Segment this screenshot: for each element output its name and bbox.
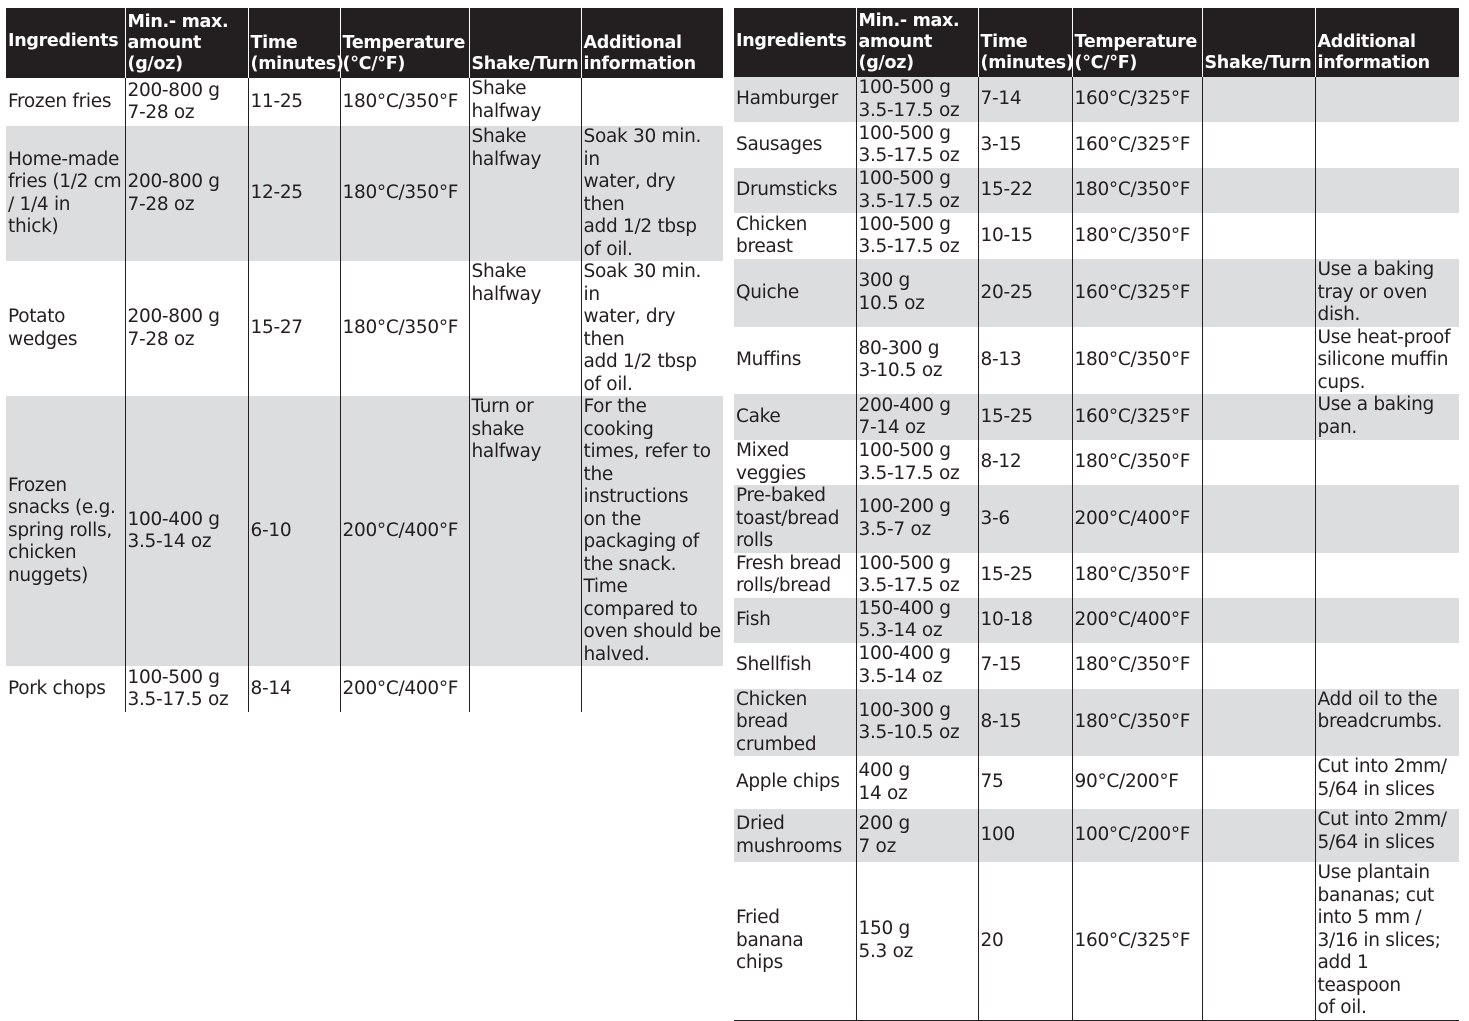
- cell-ingredient: Muffins: [736, 349, 802, 370]
- table-row: [734, 213, 1459, 259]
- cell-additional-info: [1315, 553, 1459, 598]
- cell-additional-info: For the cooking times, refer to the instructions on the packaging of the snack. Time compared to oven should be halved.: [581, 396, 723, 666]
- table-row: [734, 77, 1459, 122]
- cell-ingredient: Drumsticks: [734, 168, 856, 213]
- table-row: [6, 666, 723, 712]
- cell-shake-turn: [1202, 809, 1315, 862]
- cell-shake-turn: [469, 666, 581, 712]
- cell-ingredient: Chicken breast: [736, 213, 808, 257]
- cell-amount: 100-500 g 3.5-17.5 oz: [856, 213, 978, 259]
- cell-additional-info: [1315, 643, 1459, 689]
- cell-amount: 80-300 g 3-10.5 oz: [856, 327, 978, 395]
- cell-amount: 200-400 g 7-14 oz: [856, 394, 978, 440]
- cell-temperature: 90°C/200°F: [1072, 756, 1202, 809]
- table-row: [6, 261, 723, 396]
- cell-additional-info: [1315, 485, 1459, 553]
- cell-shake-turn: [1202, 643, 1315, 689]
- cell-ingredient: Sausages: [736, 133, 823, 155]
- cell-amount: 100-400 g 3.5-14 oz: [125, 396, 248, 666]
- cell-temperature: 200°C/400°F: [1072, 598, 1202, 643]
- cell-amount: 100-200 g 3.5-7 oz: [856, 485, 978, 553]
- cell-shake-turn: Turn or shake halfway: [469, 396, 581, 666]
- header-temperature: Temperature (°C/°F): [340, 8, 469, 78]
- cell-ingredient: Hamburger: [734, 77, 856, 122]
- cell-additional-info: Add oil to the breadcrumbs.: [1315, 689, 1459, 757]
- cell-additional-info: Use heat-proof silicone muffin cups.: [1315, 327, 1459, 395]
- cell-temperature: 180°C/350°F: [340, 78, 469, 126]
- cell-shake-turn: [1202, 168, 1315, 213]
- cell-shake-turn: [1202, 77, 1315, 122]
- cell-amount: 100-300 g 3.5-10.5 oz: [856, 689, 978, 757]
- cell-temperature: 180°C/350°F: [1072, 440, 1202, 485]
- cell-temperature: 200°C/400°F: [1072, 485, 1202, 553]
- cell-temperature: 160°C/325°F: [1072, 259, 1202, 327]
- cell-time: 8-15: [978, 689, 1072, 757]
- cell-temperature: 160°C/325°F: [1072, 862, 1202, 1020]
- cell-ingredient: Fish: [734, 598, 856, 643]
- cell-time: 100: [978, 809, 1072, 862]
- cell-temperature: 200°C/400°F: [340, 666, 469, 712]
- cell-temperature: 180°C/350°F: [1072, 689, 1202, 757]
- cell-ingredient: Fried banana chips: [736, 907, 804, 973]
- cell-amount: 100-500 g 3.5-17.5 oz: [856, 168, 978, 213]
- header-temperature: Temperature (°C/°F): [1072, 8, 1202, 77]
- cell-shake-turn: [1202, 327, 1315, 395]
- cell-additional-info: [1315, 168, 1459, 213]
- cell-amount: 100-500 g 3.5-17.5 oz: [125, 666, 248, 712]
- cell-amount: 400 g 14 oz: [856, 756, 978, 809]
- cooking-table-left: [6, 8, 723, 712]
- table-row: [734, 809, 1459, 862]
- cell-temperature: 180°C/350°F: [1072, 643, 1202, 689]
- cell-temperature: 180°C/350°F: [1072, 168, 1202, 213]
- table-header-row: [734, 8, 1459, 77]
- cell-amount: 100-500 g 3.5-17.5 oz: [856, 122, 978, 168]
- cell-ingredient: Dried mushrooms: [734, 809, 856, 862]
- cell-shake-turn: [1202, 213, 1315, 259]
- cell-ingredient: Pre-baked toast/bread rolls: [734, 485, 856, 553]
- cell-temperature: 180°C/350°F: [1072, 553, 1202, 598]
- cell-time: 15-25: [978, 553, 1072, 598]
- cell-shake-turn: Shake halfway: [469, 261, 581, 396]
- cell-shake-turn: [1202, 689, 1315, 757]
- table-row: [734, 756, 1459, 809]
- cell-ingredient: Shellfish: [736, 654, 812, 676]
- cell-time: 3-15: [978, 122, 1072, 168]
- cell-ingredient: Cake: [734, 394, 856, 440]
- table-row: [734, 168, 1459, 213]
- cell-time: 3-6: [978, 485, 1072, 553]
- cell-time: 20: [978, 862, 1072, 1020]
- cell-ingredient: Mixed veggies: [736, 440, 806, 484]
- cell-shake-turn: [1202, 122, 1315, 168]
- table-row: [734, 862, 1459, 1020]
- cell-time: 20-25: [978, 259, 1072, 327]
- cell-additional-info: Use a baking tray or oven dish.: [1315, 259, 1459, 327]
- cell-time: 75: [978, 756, 1072, 809]
- cooking-table-right: [734, 8, 1459, 1021]
- cell-ingredient: Chicken bread crumbed: [734, 689, 856, 757]
- cell-time: 8-13: [978, 327, 1072, 395]
- cell-ingredient: Home-made fries (1/2 cm / 1/4 in thick): [6, 126, 125, 261]
- cell-temperature: 160°C/325°F: [1072, 77, 1202, 122]
- cell-additional-info: [1315, 598, 1459, 643]
- cell-ingredient: Quiche: [734, 259, 856, 327]
- cell-ingredient: Potato wedges: [8, 306, 78, 350]
- cell-additional-info: [581, 78, 723, 126]
- cell-amount: 200-800 g 7-28 oz: [125, 78, 248, 126]
- header-time: Time (minutes): [248, 8, 340, 78]
- cell-amount: 300 g 10.5 oz: [856, 259, 978, 327]
- cell-temperature: 180°C/350°F: [340, 126, 469, 261]
- table-header-row: [6, 8, 723, 78]
- table-row: [734, 689, 1459, 757]
- cell-shake-turn: [1202, 394, 1315, 440]
- header-shake-turn: Shake/Turn: [469, 8, 581, 78]
- cell-time: 10-18: [978, 598, 1072, 643]
- cell-additional-info: Use plantain bananas; cut into 5 mm / 3/16 in slices; add 1 teaspoon of oil.: [1315, 862, 1459, 1020]
- cell-amount: 150-400 g 5.3-14 oz: [856, 598, 978, 643]
- cell-time: 7-15: [978, 643, 1072, 689]
- cell-ingredient: Fresh bread rolls/bread: [736, 552, 842, 596]
- cell-shake-turn: [1202, 440, 1315, 485]
- cell-temperature: 180°C/350°F: [1072, 327, 1202, 395]
- cell-temperature: 160°C/325°F: [1072, 122, 1202, 168]
- cell-shake-turn: Shake halfway: [469, 126, 581, 261]
- cell-time: 15-22: [978, 168, 1072, 213]
- cell-additional-info: [581, 666, 723, 712]
- table-row: [734, 394, 1459, 440]
- cell-additional-info: Cut into 2mm/ 5/64 in slices: [1315, 756, 1459, 809]
- header-time: Time (minutes): [978, 8, 1072, 77]
- cell-ingredient: Frozen snacks (e.g. spring rolls, chicken nuggets): [6, 396, 125, 666]
- cell-time: 8-12: [978, 440, 1072, 485]
- cell-temperature: 200°C/400°F: [340, 396, 469, 666]
- cell-time: 7-14: [978, 77, 1072, 122]
- header-amount: Min.- max. amount (g/oz): [125, 8, 248, 78]
- header-shake-turn: Shake/Turn: [1202, 8, 1315, 77]
- header-ingredients: Ingredients: [734, 8, 856, 77]
- cell-amount: 100-500 g 3.5-17.5 oz: [856, 440, 978, 485]
- cell-shake-turn: [1202, 485, 1315, 553]
- cell-additional-info: [1315, 77, 1459, 122]
- cell-temperature: 160°C/325°F: [1072, 394, 1202, 440]
- header-additional-info: Additional information: [581, 8, 723, 78]
- table-row: [734, 553, 1459, 598]
- cell-time: 10-15: [978, 213, 1072, 259]
- cell-additional-info: Soak 30 min. in water, dry then add 1/2 tbsp of oil.: [581, 126, 723, 261]
- cell-time: 6-10: [248, 396, 340, 666]
- cell-time: 11-25: [248, 78, 340, 126]
- header-amount: Min.- max. amount (g/oz): [856, 8, 978, 77]
- cell-ingredient: Apple chips: [736, 771, 840, 793]
- cell-time: 12-25: [248, 126, 340, 261]
- header-ingredients: Ingredients: [6, 8, 125, 78]
- table-row: [6, 126, 723, 261]
- cell-ingredient: Frozen fries: [8, 90, 112, 112]
- cell-additional-info: [1315, 122, 1459, 168]
- cell-shake-turn: [1202, 756, 1315, 809]
- cell-amount: 150 g 5.3 oz: [856, 862, 978, 1020]
- table-row: [734, 327, 1459, 395]
- cell-ingredient: Pork chops: [8, 677, 106, 699]
- table-row: [734, 598, 1459, 643]
- cell-amount: 100-400 g 3.5-14 oz: [856, 643, 978, 689]
- cell-amount: 100-500 g 3.5-17.5 oz: [856, 77, 978, 122]
- table-row: [734, 259, 1459, 327]
- cell-temperature: 100°C/200°F: [1072, 809, 1202, 862]
- cell-time: 15-27: [248, 261, 340, 396]
- cell-shake-turn: [1202, 598, 1315, 643]
- cell-shake-turn: [1202, 862, 1315, 1020]
- cell-temperature: 180°C/350°F: [340, 261, 469, 396]
- cell-amount: 200 g 7 oz: [856, 809, 978, 862]
- cell-additional-info: [1315, 440, 1459, 485]
- cell-shake-turn: [1202, 259, 1315, 327]
- table-row: [734, 440, 1459, 485]
- cell-additional-info: Soak 30 min. in water, dry then add 1/2 tbsp of oil.: [581, 261, 723, 396]
- cell-additional-info: [1315, 213, 1459, 259]
- cell-additional-info: Cut into 2mm/ 5/64 in slices: [1315, 809, 1459, 862]
- table-row: [734, 643, 1459, 689]
- table-row: [734, 122, 1459, 168]
- cell-amount: 100-500 g 3.5-17.5 oz: [856, 553, 978, 598]
- table-row: [6, 396, 723, 666]
- table-row: [6, 78, 723, 126]
- header-additional-info: Additional information: [1315, 8, 1459, 77]
- cell-time: 15-25: [978, 394, 1072, 440]
- cell-temperature: 180°C/350°F: [1072, 213, 1202, 259]
- cell-additional-info: Use a baking pan.: [1315, 394, 1459, 440]
- cell-shake-turn: [1202, 553, 1315, 598]
- cell-time: 8-14: [248, 666, 340, 712]
- table-row: [734, 485, 1459, 553]
- cell-amount: 200-800 g 7-28 oz: [125, 261, 248, 396]
- cell-shake-turn: Shake halfway: [469, 78, 581, 126]
- cell-amount: 200-800 g 7-28 oz: [125, 126, 248, 261]
